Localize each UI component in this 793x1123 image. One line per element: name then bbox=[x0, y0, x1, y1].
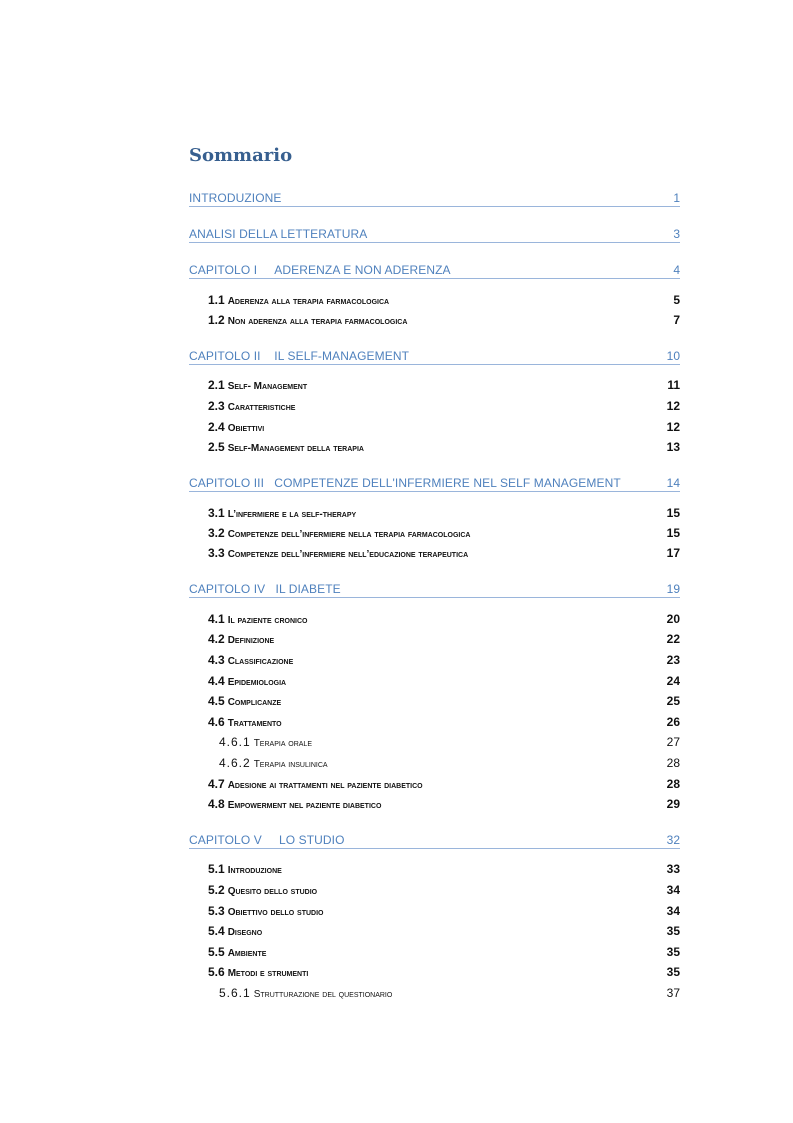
toc-entry-text: Terapia orale bbox=[253, 738, 312, 749]
toc-chapter-entry[interactable] bbox=[189, 581, 680, 598]
toc-entry-page: 26 bbox=[666, 715, 680, 729]
toc-section-entry[interactable] bbox=[219, 734, 680, 750]
toc-entry-label bbox=[189, 262, 673, 278]
toc-entry-number: 1.1 bbox=[208, 293, 225, 307]
toc-section-entry[interactable] bbox=[208, 611, 680, 627]
toc-entry-text: CAPITOLO III COMPETENZE DELL'INFERMIERE NEL SELF MANAGEMENT bbox=[189, 476, 621, 490]
toc-entry-number: 3.3 bbox=[208, 546, 225, 560]
toc-chapter-entry[interactable] bbox=[189, 262, 680, 279]
toc-entry-page: 12 bbox=[666, 420, 680, 434]
toc-entry-text: Il paziente cronico bbox=[227, 615, 308, 626]
toc-section-entry[interactable] bbox=[208, 944, 680, 960]
toc-entry-label bbox=[208, 796, 667, 814]
toc-entry-label bbox=[189, 190, 673, 206]
toc-entry-text: Competenze dell’infermiere nella terapia farmacologica bbox=[227, 529, 471, 540]
toc-entry-label bbox=[208, 861, 667, 879]
toc-entry-label bbox=[208, 714, 667, 732]
toc-entry-page: 28 bbox=[666, 777, 680, 791]
toc-section-entry[interactable] bbox=[208, 377, 680, 393]
toc-entry-page: 23 bbox=[666, 653, 680, 667]
toc-entry-label bbox=[208, 525, 667, 543]
toc-entry-page: 37 bbox=[666, 986, 680, 1000]
toc-entry-label bbox=[208, 439, 667, 457]
toc-entry-number: 4.6.2 bbox=[219, 756, 251, 770]
toc-entry-text: CAPITOLO I ADERENZA E NON ADERENZA bbox=[189, 263, 451, 277]
toc-entry-text: Complicanze bbox=[227, 697, 282, 708]
toc-entry-number: 4.2 bbox=[208, 632, 225, 646]
toc-entry-text: Empowerment nel paziente diabetico bbox=[227, 800, 382, 811]
toc-entry-label bbox=[219, 985, 667, 1003]
toc-entry-number: 4.8 bbox=[208, 797, 225, 811]
toc-entry-number: 4.7 bbox=[208, 777, 225, 791]
toc-entry-page: 7 bbox=[673, 313, 680, 327]
toc-section-entry[interactable] bbox=[208, 673, 680, 689]
toc-entry-page: 13 bbox=[666, 440, 680, 454]
toc-entry-label bbox=[208, 903, 667, 921]
toc-entry-label bbox=[208, 964, 667, 982]
toc-section-entry[interactable] bbox=[208, 439, 680, 455]
toc-entry-number: 4.1 bbox=[208, 612, 225, 626]
toc-entry-text: Epidemiologia bbox=[227, 677, 287, 688]
toc-section-entry[interactable] bbox=[208, 419, 680, 435]
toc-entry-page: 24 bbox=[666, 674, 680, 688]
toc-entry-number: 5.2 bbox=[208, 883, 225, 897]
toc-entry-number: 4.3 bbox=[208, 653, 225, 667]
toc-entry-text: Self-Management della terapia bbox=[227, 443, 364, 454]
toc-entry-label bbox=[208, 693, 667, 711]
toc-section-entry[interactable] bbox=[208, 882, 680, 898]
toc-entry-page: 17 bbox=[666, 546, 680, 560]
toc-section-entry[interactable] bbox=[208, 861, 680, 877]
toc-entry-number: 2.1 bbox=[208, 378, 225, 392]
toc-entry-label bbox=[208, 776, 667, 794]
toc-entry-page: 11 bbox=[667, 378, 680, 392]
toc-entry-label bbox=[208, 631, 667, 649]
toc-entry-page: 15 bbox=[666, 526, 680, 540]
toc-chapter-entry[interactable] bbox=[189, 348, 680, 365]
toc-section-entry[interactable] bbox=[208, 923, 680, 939]
toc-section-entry[interactable] bbox=[208, 525, 680, 541]
toc-entry-number: 2.5 bbox=[208, 440, 225, 454]
toc-entry-page: 15 bbox=[666, 506, 680, 520]
toc-entry-page: 14 bbox=[666, 476, 680, 490]
toc-entry-text: INTRODUZIONE bbox=[189, 191, 282, 205]
toc-entry-text: Definizione bbox=[227, 635, 275, 646]
toc-chapter-entry[interactable] bbox=[189, 832, 680, 849]
toc-section-entry[interactable] bbox=[208, 545, 680, 561]
toc-section-entry[interactable] bbox=[208, 292, 680, 308]
toc-entry-page: 22 bbox=[666, 632, 680, 646]
toc-section-entry[interactable] bbox=[208, 505, 680, 521]
toc-entry-label bbox=[208, 377, 667, 395]
toc-entry-label bbox=[189, 581, 667, 597]
toc-entry-number: 4.5 bbox=[208, 694, 225, 708]
toc-entry-text: Classificazione bbox=[227, 656, 294, 667]
toc-entry-label bbox=[189, 226, 673, 242]
toc-entry-number: 4.6 bbox=[208, 715, 225, 729]
toc-chapter-entry[interactable] bbox=[189, 475, 680, 492]
toc-entry-page: 5 bbox=[673, 293, 680, 307]
toc-entry-label bbox=[208, 312, 673, 330]
toc-entry-text: Adesione ai trattamenti nel paziente diabetico bbox=[227, 780, 423, 791]
toc-entry-page: 34 bbox=[666, 883, 680, 897]
toc-section-entry[interactable] bbox=[208, 631, 680, 647]
toc-entry-number: 2.4 bbox=[208, 420, 225, 434]
toc-entry-page: 10 bbox=[666, 349, 680, 363]
toc-entry-number: 5.5 bbox=[208, 945, 225, 959]
toc-entry-label bbox=[208, 673, 667, 691]
toc-entry-page: 3 bbox=[673, 227, 680, 241]
toc-section-entry[interactable] bbox=[208, 693, 680, 709]
toc-section-entry[interactable] bbox=[219, 985, 680, 1001]
toc-entry-page: 1 bbox=[673, 191, 680, 205]
toc-entry-text: ANALISI DELLA LETTERATURA bbox=[189, 227, 368, 241]
toc-entry-text: Ambiente bbox=[227, 948, 267, 959]
toc-entry-page: 20 bbox=[666, 612, 680, 626]
toc-chapter-entry[interactable] bbox=[189, 226, 680, 243]
toc-section-entry[interactable] bbox=[208, 312, 680, 328]
toc-entry-label bbox=[208, 882, 667, 900]
toc-entry-text: Disegno bbox=[227, 927, 263, 938]
toc-section-entry[interactable] bbox=[208, 964, 680, 980]
toc-entry-text: Strutturazione del questionario bbox=[253, 989, 393, 1000]
toc-entry-label bbox=[189, 832, 667, 848]
toc-entry-label bbox=[189, 475, 667, 491]
toc-entry-label bbox=[208, 292, 673, 310]
toc-entry-text: CAPITOLO V LO STUDIO bbox=[189, 833, 345, 847]
toc-entry-text: Introduzione bbox=[227, 865, 282, 876]
toc-section-entry[interactable] bbox=[208, 903, 680, 919]
toc-entry-page: 28 bbox=[666, 756, 680, 770]
toc-entry-number: 5.4 bbox=[208, 924, 225, 938]
toc-entry-number: 1.2 bbox=[208, 313, 225, 327]
toc-entry-label bbox=[189, 348, 667, 364]
toc-section-entry[interactable] bbox=[208, 652, 680, 668]
toc-entry-number: 2.3 bbox=[208, 399, 225, 413]
toc-entry-text: Obiettivi bbox=[227, 423, 265, 434]
toc-section-entry[interactable] bbox=[208, 714, 680, 730]
toc-entry-text: Metodi e strumenti bbox=[227, 968, 309, 979]
toc-entry-label bbox=[219, 755, 667, 773]
toc-entry-page: 27 bbox=[666, 735, 680, 749]
toc-entry-number: 5.1 bbox=[208, 862, 225, 876]
toc-entry-page: 4 bbox=[673, 263, 680, 277]
toc-section-entry[interactable] bbox=[219, 755, 680, 771]
toc-section-entry[interactable] bbox=[208, 398, 680, 414]
toc-entry-number: 5.6 bbox=[208, 965, 225, 979]
toc-entry-page: 35 bbox=[666, 965, 680, 979]
toc-entry-text: CAPITOLO II IL SELF-MANAGEMENT bbox=[189, 349, 410, 363]
toc-entry-text: CAPITOLO IV IL DIABETE bbox=[189, 582, 341, 596]
toc-entry-text: Competenze dell’infermiere nell’educazione terapeutica bbox=[227, 549, 469, 560]
toc-entry-label bbox=[208, 505, 667, 523]
toc-title: Sommario bbox=[189, 145, 293, 166]
toc-entry-page: 12 bbox=[666, 399, 680, 413]
toc-section-entry[interactable] bbox=[208, 776, 680, 792]
toc-entry-number: 4.6.1 bbox=[219, 735, 251, 749]
toc-entry-text: Non aderenza alla terapia farmacologica bbox=[227, 316, 408, 327]
toc-entry-number: 5.3 bbox=[208, 904, 225, 918]
toc-entry-number: 5.6.1 bbox=[219, 986, 251, 1000]
toc-entry-label bbox=[219, 734, 667, 752]
toc-entry-page: 35 bbox=[666, 945, 680, 959]
toc-chapter-entry[interactable] bbox=[189, 190, 680, 207]
toc-entry-label bbox=[208, 611, 667, 629]
toc-entry-text: Self- Management bbox=[227, 381, 308, 392]
toc-entry-text: Aderenza alla terapia farmacologica bbox=[227, 296, 390, 307]
toc-entry-number: 3.1 bbox=[208, 506, 225, 520]
toc-entry-number: 4.4 bbox=[208, 674, 225, 688]
toc-entry-label bbox=[208, 652, 667, 670]
toc-entry-number: 3.2 bbox=[208, 526, 225, 540]
toc-entry-page: 29 bbox=[666, 797, 680, 811]
toc-entry-text: Quesito dello studio bbox=[227, 886, 318, 897]
toc-entry-label bbox=[208, 398, 667, 416]
toc-entry-label bbox=[208, 419, 667, 437]
toc-entry-page: 35 bbox=[666, 924, 680, 938]
toc-entry-text: Terapia insulinica bbox=[253, 759, 328, 770]
toc-entry-label bbox=[208, 545, 667, 563]
toc-section-entry[interactable] bbox=[208, 796, 680, 812]
toc-entry-page: 33 bbox=[666, 862, 680, 876]
toc-entry-page: 32 bbox=[666, 833, 680, 847]
toc-entry-text: L’infermiere e la self-therapy bbox=[227, 509, 357, 520]
toc-entry-label bbox=[208, 944, 667, 962]
toc-entry-page: 25 bbox=[666, 694, 680, 708]
toc-entry-text: Caratteristiche bbox=[227, 402, 296, 413]
toc-entry-label bbox=[208, 923, 667, 941]
toc-entry-page: 34 bbox=[666, 904, 680, 918]
toc-entry-text: Trattamento bbox=[227, 718, 282, 729]
toc-entry-text: Obiettivo dello studio bbox=[227, 907, 324, 918]
toc-entry-page: 19 bbox=[666, 582, 680, 596]
